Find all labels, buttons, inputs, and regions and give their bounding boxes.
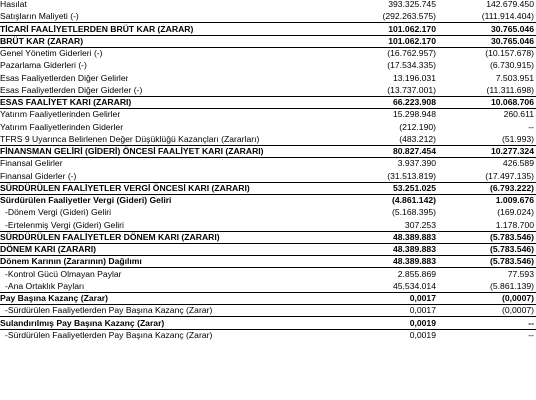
prior-period-value: --	[528, 318, 534, 328]
statement-row	[0, 171, 536, 182]
prior-period-value: 10.277.324	[490, 146, 534, 156]
prior-period-value: (169.024)	[497, 207, 534, 217]
current-period-value: 45.534.014	[392, 281, 436, 291]
row-label: Esas Faaliyetlerden Diğer Gelirler	[0, 73, 129, 83]
statement-row	[0, 293, 536, 304]
prior-period-value: (10.157.678)	[485, 48, 534, 58]
current-period-value: 0,0019	[409, 318, 436, 328]
statement-row	[0, 73, 536, 84]
statement-row	[0, 305, 536, 316]
statement-row	[0, 97, 536, 108]
current-period-value: 0,0019	[409, 330, 436, 340]
prior-period-value: 77.593	[507, 269, 534, 279]
row-label: -Sürdürülen Faaliyetlerden Pay Başına Kazanç (Zarar)	[5, 330, 213, 340]
current-period-value: 0,0017	[409, 305, 436, 315]
row-label: ESAS FAALİYET KARI (ZARARI)	[0, 97, 132, 107]
prior-period-value: 30.765.046	[490, 24, 534, 34]
statement-row	[0, 281, 536, 292]
statement-row	[0, 146, 536, 157]
row-label: Genel Yönetim Giderleri (-)	[0, 48, 103, 58]
row-label: Yatırım Faaliyetlerinden Giderler	[0, 122, 124, 132]
prior-period-value: (6.793.222)	[490, 183, 534, 193]
statement-row	[0, 183, 536, 194]
row-label: Finansal Gelirler	[0, 158, 63, 168]
row-label: -Ertelenmiş Vergi (Gideri) Geliri	[5, 220, 124, 230]
prior-period-value: (51.993)	[501, 134, 534, 144]
current-period-value: 0,0017	[409, 293, 436, 303]
current-period-value: (13.737.001)	[387, 85, 436, 95]
prior-period-value: (0,0007)	[501, 305, 534, 315]
statement-row	[0, 330, 536, 341]
current-period-value: (31.513.819)	[387, 171, 436, 181]
prior-period-value: (111.914.404)	[481, 11, 534, 21]
statement-row	[0, 318, 536, 329]
row-label: DÖNEM KARI (ZARARI)	[0, 244, 96, 254]
current-period-value: (212.190)	[399, 122, 436, 132]
row-label: -Ana Ortaklık Payları	[5, 281, 85, 291]
statement-row	[0, 256, 536, 267]
current-period-value: 101.062.170	[388, 36, 436, 46]
statement-row	[0, 48, 536, 59]
statement-row	[0, 36, 536, 47]
row-label: -Dönem Vergi (Gideri) Geliri	[5, 207, 112, 217]
statement-row	[0, 85, 536, 96]
current-period-value: 48.389.883	[392, 232, 436, 242]
row-label: Sürdürülen Faaliyetler Vergi (Gideri) Geliri	[0, 195, 172, 205]
current-period-value: (16.762.957)	[387, 48, 436, 58]
prior-period-value: (11.311.698)	[486, 85, 534, 95]
current-period-value: 13.196.031	[392, 73, 436, 83]
statement-row	[0, 220, 536, 231]
current-period-value: 66.223.908	[392, 97, 436, 107]
prior-period-value: 7.503.951	[495, 73, 534, 83]
prior-period-value: 260.611	[503, 109, 534, 119]
current-period-value: 48.389.883	[392, 256, 436, 266]
current-period-value: 393.325.745	[388, 0, 436, 9]
current-period-value: 15.298.948	[392, 109, 436, 119]
row-label: BRÜT KAR (ZARAR)	[0, 36, 84, 46]
prior-period-value: (5.783.546)	[490, 244, 534, 254]
statement-row	[0, 0, 536, 10]
statement-row	[0, 207, 536, 218]
row-label: -Kontrol Gücü Olmayan Paylar	[5, 269, 122, 279]
row-label: Finansal Giderler (-)	[0, 171, 77, 181]
row-label: SÜRDÜRÜLEN FAALİYETLER DÖNEM KARI (ZARARI)	[0, 232, 220, 242]
prior-period-value: 142.679.450	[486, 0, 534, 9]
current-period-value: 3.937.390	[397, 158, 436, 168]
current-period-value: 53.251.025	[392, 183, 436, 193]
current-period-value: 101.062.170	[388, 24, 436, 34]
row-label: SÜRDÜRÜLEN FAALİYETLER VERGİ ÖNCESİ KARI (ZARARI)	[0, 183, 250, 193]
current-period-value: (17.534.335)	[387, 60, 436, 70]
row-label: TİCARİ FAALİYETLERDEN BRÜT KAR (ZARAR)	[0, 24, 194, 34]
current-period-value: 307.253	[404, 220, 436, 230]
row-label: TFRS 9 Uyarınca Belirlenen Değer Düşüklüğü Kazançları (Zararları)	[0, 134, 260, 144]
statement-row	[0, 24, 536, 35]
prior-period-value: (5.783.546)	[490, 232, 534, 242]
statement-row	[0, 269, 536, 280]
current-period-value: (483.212)	[399, 134, 436, 144]
statement-row	[0, 109, 536, 120]
prior-period-value: 1.178.700	[495, 220, 534, 230]
prior-period-value: (0,0007)	[501, 293, 534, 303]
current-period-value: 2.855.869	[397, 269, 436, 279]
current-period-value: (292.263.575)	[382, 11, 436, 21]
row-label: Satışların Maliyeti (-)	[0, 11, 79, 21]
prior-period-value: 30.765.046	[490, 36, 534, 46]
row-label: Sulandırılmış Pay Başına Kazanç (Zarar)	[0, 318, 165, 328]
statement-row	[0, 158, 536, 169]
statement-row	[0, 60, 536, 71]
statement-row	[0, 232, 536, 243]
prior-period-value: 426.589	[502, 158, 534, 168]
row-label: -Sürdürülen Faaliyetlerden Pay Başına Kazanç (Zarar)	[5, 305, 213, 315]
prior-period-value: --	[528, 330, 534, 340]
row-label: Pay Başına Kazanç (Zarar)	[0, 293, 108, 303]
prior-period-value: 10.068.706	[490, 97, 534, 107]
prior-period-value: (5.861.139)	[490, 281, 534, 291]
row-label: Hasılat	[0, 0, 27, 9]
row-label: FİNANSMAN GELİRİ (GİDERİ) ÖNCESİ FAALİYET KARI (ZARARI)	[0, 146, 264, 156]
current-period-value: (5.168.395)	[392, 207, 436, 217]
row-label: Dönem Karının (Zararının) Dağılımı	[0, 256, 142, 266]
prior-period-value: (5.783.546)	[490, 256, 534, 266]
row-label: Pazarlama Giderleri (-)	[0, 60, 87, 70]
prior-period-value: (17.497.135)	[485, 171, 534, 181]
prior-period-value: 1.009.676	[495, 195, 534, 205]
statement-row	[0, 134, 536, 145]
row-label: Esas Faaliyetlerden Diğer Giderler (-)	[0, 85, 143, 95]
current-period-value: 48.389.883	[392, 244, 436, 254]
prior-period-value: --	[528, 122, 534, 132]
statement-row	[0, 11, 536, 22]
row-label: Yatırım Faaliyetlerinden Gelirler	[0, 109, 121, 119]
current-period-value: (4.861.142)	[392, 195, 436, 205]
statement-row	[0, 122, 536, 133]
statement-row	[0, 244, 536, 255]
statement-row	[0, 195, 536, 206]
current-period-value: 80.827.454	[392, 146, 436, 156]
prior-period-value: (6.730.915)	[490, 60, 534, 70]
